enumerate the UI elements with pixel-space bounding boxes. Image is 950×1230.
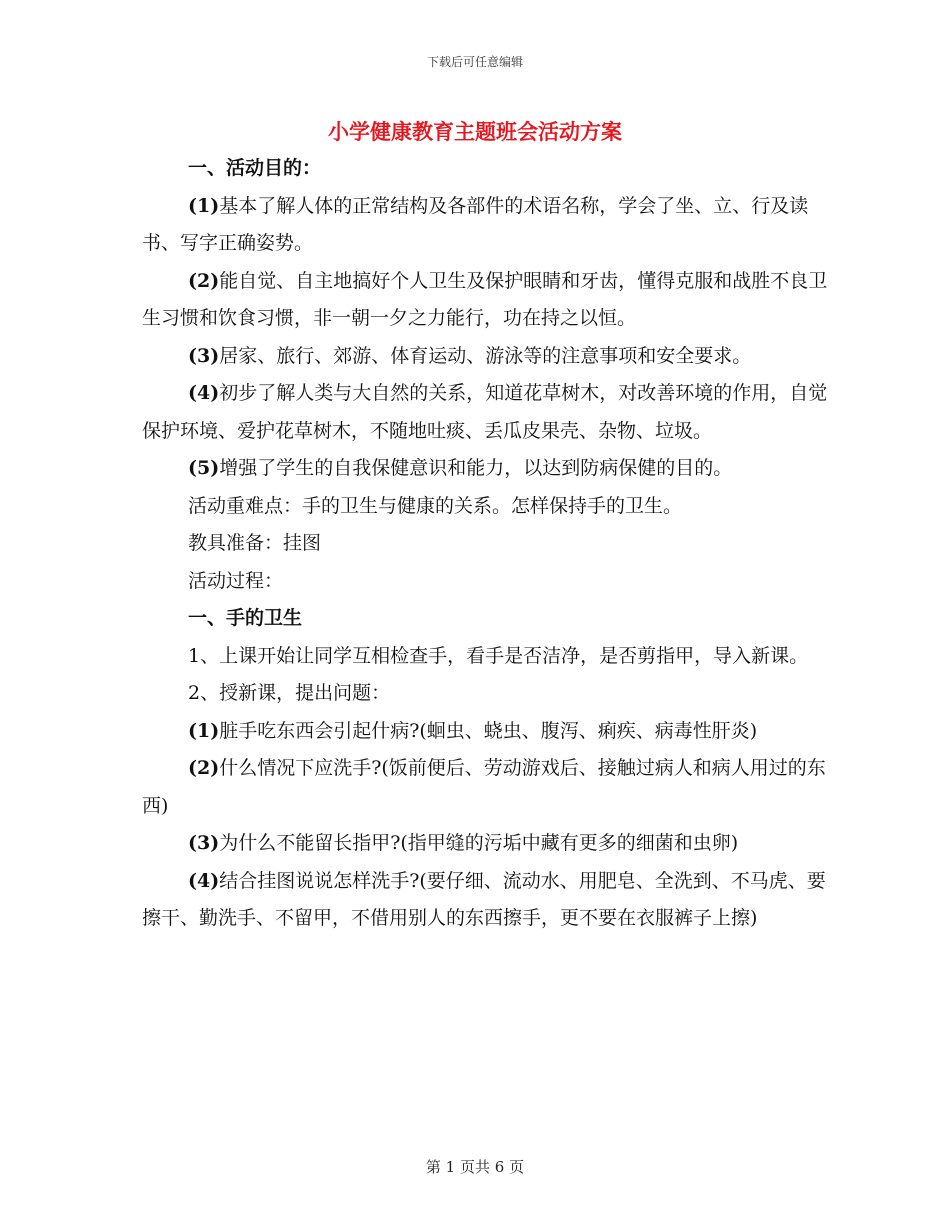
paragraph bbox=[142, 188, 832, 263]
paragraph bbox=[142, 825, 832, 863]
item-number: (4) bbox=[188, 382, 220, 404]
paragraph bbox=[142, 375, 832, 450]
item-number: (4) bbox=[188, 869, 220, 892]
paragraph bbox=[142, 675, 832, 713]
paragraph-text: 初步了解人类与大自然的关系，知道花草树木，对改善环境的作用，自觉保护环境、爱护花草树木，不随地吐痰、丢瓜皮果壳、杂物、垃圾。 bbox=[142, 382, 828, 442]
item-number: (5) bbox=[188, 457, 220, 479]
paragraph-text: 活动重难点：手的卫生与健康的关系。怎样保持手的卫生。 bbox=[188, 494, 683, 517]
paragraph bbox=[142, 713, 832, 751]
paragraph-text: 教具准备：挂图 bbox=[188, 532, 322, 554]
document-title: 小学健康教育主题班会活动方案 bbox=[328, 119, 622, 144]
document-body bbox=[142, 150, 832, 938]
section-heading bbox=[142, 600, 832, 638]
item-number: (3) bbox=[188, 344, 220, 367]
paragraph-text: 为什么不能留长指甲?(指甲缝的污垢中藏有更多的细菌和虫卵) bbox=[219, 832, 739, 854]
page-header-note: 下载后可任意编辑 bbox=[426, 55, 523, 69]
item-number: (2) bbox=[188, 757, 220, 779]
paragraph-text: 能自觉、自主地搞好个人卫生及保护眼睛和牙齿，懂得克服和战胜不良卫生习惯和饮食习惯，非一朝一夕之力能行，功在持之以恒。 bbox=[142, 269, 828, 329]
paragraph bbox=[142, 525, 832, 563]
section-heading bbox=[142, 150, 832, 188]
paragraph bbox=[142, 863, 832, 938]
item-number: (2) bbox=[188, 269, 220, 292]
paragraph-text: 2、授新课，提出问题： bbox=[188, 682, 391, 704]
page-footer: 第 1 页共 6 页 bbox=[425, 1158, 525, 1176]
item-number: (1) bbox=[188, 194, 220, 217]
paragraph-text: 居家、旅行、郊游、体育运动、游泳等的注意事项和安全要求。 bbox=[219, 344, 752, 367]
item-number: (3) bbox=[188, 832, 220, 854]
paragraph-text: 一、手的卫生 bbox=[188, 607, 303, 629]
paragraph bbox=[142, 263, 832, 338]
paragraph bbox=[142, 563, 832, 601]
item-number: (1) bbox=[188, 719, 220, 742]
paragraph-text: 一、活动目的： bbox=[188, 157, 322, 179]
paragraph bbox=[142, 750, 832, 825]
paragraph bbox=[142, 450, 832, 488]
paragraph bbox=[142, 338, 832, 376]
paragraph-text: 1、上课开始让同学互相检查手，看手是否洁净，是否剪指甲，导入新课。 bbox=[188, 644, 809, 667]
paragraph-text: 脏手吃东西会引起什病?(蛔虫、蛲虫、腹泻、痢疾、病毒性肝炎) bbox=[219, 719, 758, 742]
paragraph-text: 基本了解人体的正常结构及各部件的术语名称，学会了坐、立、行及读书、写字正确姿势。 bbox=[142, 194, 809, 254]
paragraph-text: 什么情况下应洗手?(饭前便后、劳动游戏后、接触过病人和病人用过的东西) bbox=[142, 757, 826, 817]
paragraph bbox=[142, 638, 832, 676]
paragraph bbox=[142, 488, 832, 526]
paragraph-text: 结合挂图说说怎样洗手?(要仔细、流动水、用肥皂、全洗到、不马虎、要擦干、勤洗手、不留甲，不借用别人的东西擦手，更不要在衣服裤子上擦) bbox=[142, 869, 826, 929]
paragraph-text: 增强了学生的自我保健意识和能力，以达到防病保健的目的。 bbox=[219, 457, 733, 479]
paragraph-text: 活动过程： bbox=[188, 569, 284, 592]
